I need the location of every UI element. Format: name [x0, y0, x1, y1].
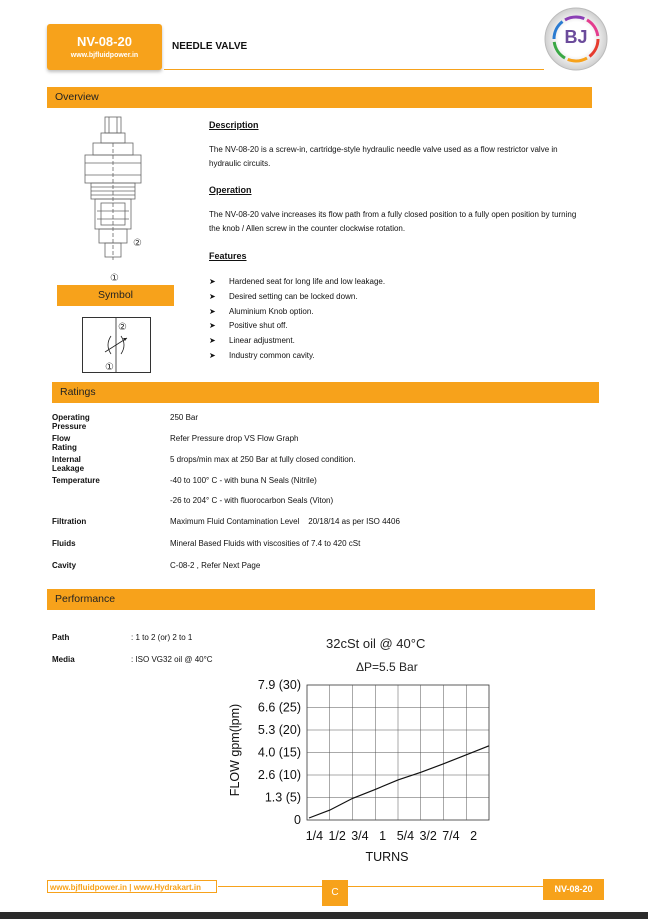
y-tick-label: 5.3 (20): [257, 723, 301, 737]
operation-text: The NV-08-20 valve increases its flow path from a fully closed position to a fully open position by turning the knob / Allen screw in the counter clockwise rotation.: [209, 210, 577, 233]
ratings-bar: Ratings: [52, 382, 599, 403]
x-axis-label: TURNS: [365, 850, 409, 864]
performance-bar: Performance: [47, 589, 595, 610]
x-tick-label: 5/4: [396, 829, 415, 843]
path-value: : 1 to 2 (or) 2 to 1: [131, 633, 193, 642]
page-title: NEEDLE VALVE: [172, 41, 248, 52]
footer-divider-left: [218, 886, 322, 887]
valve-drawing: [75, 115, 150, 285]
bottom-strip: [0, 912, 648, 919]
x-tick-label: 3/2: [419, 829, 437, 843]
x-tick-label: 3/4: [351, 829, 369, 843]
media-value: : ISO VG32 oil @ 40°C: [131, 655, 213, 664]
x-tick-label: 1/4: [305, 829, 324, 843]
footer-divider-right: [348, 886, 543, 887]
list-item: ➤ Hardened seat for long life and low leakage.: [209, 275, 385, 290]
features-list: [209, 275, 385, 364]
symbol-port2: ②: [118, 322, 127, 333]
product-code: NV-08-20: [77, 34, 132, 49]
logo-text: BJ: [564, 27, 588, 47]
flow-chart: [225, 675, 505, 870]
bullet-arrow-icon: ➤: [209, 350, 216, 360]
bullet-arrow-icon: ➤: [209, 306, 216, 316]
operation-title: Operation: [209, 185, 252, 195]
list-item: ➤ Positive shut off.: [209, 319, 385, 334]
header-url[interactable]: www.bjfluidpower.in: [70, 52, 139, 59]
list-item: ➤ Industry common cavity.: [209, 349, 385, 364]
media-label: Media: [52, 655, 75, 664]
y-tick-label: 1.3 (5): [264, 790, 301, 805]
bullet-arrow-icon: ➤: [209, 336, 216, 346]
valve-port1-label: ①: [110, 273, 119, 284]
bj-logo: [543, 6, 609, 72]
description-title: Description: [209, 120, 259, 130]
y-tick-label: 6.6 (25): [257, 700, 301, 715]
y-tick-label: 7.9 (30): [257, 678, 301, 692]
header-divider: [164, 69, 544, 70]
bullet-arrow-icon: ➤: [209, 321, 216, 331]
bullet-arrow-icon: ➤: [209, 277, 216, 286]
header-code-tab: [47, 24, 162, 70]
y-axis-label: FLOW gpm(lpm): [228, 703, 242, 797]
y-tick-label: 4.0 (15): [257, 745, 301, 760]
x-tick-label: 1: [379, 829, 387, 843]
y-tick-label: 0: [294, 813, 301, 827]
description-text: The NV-08-20 is a screw-in, cartridge-style hydraulic needle valve used as a flow restrictor valve in hydraulic circuits.: [209, 145, 558, 168]
chart-title: 32cSt oil @ 40°C: [326, 636, 426, 651]
footer-links[interactable]: www.bjfluidpower.in | www.Hydrakart.in: [47, 880, 217, 893]
y-tick-label: 2.6 (10): [257, 768, 301, 782]
x-tick-label: 1/2: [328, 829, 346, 843]
list-item: ➤ Aluminium Knob option.: [209, 305, 385, 320]
list-item: ➤ Desired setting can be locked down.: [209, 290, 385, 305]
footer-code: NV-08-20: [543, 879, 604, 900]
symbol-bar: Symbol: [57, 285, 174, 306]
features-title: Features: [209, 251, 247, 261]
list-item: ➤ Linear adjustment.: [209, 334, 385, 349]
series-line: [309, 746, 489, 818]
x-tick-label: 2: [470, 829, 478, 843]
footer-page-number: C: [322, 880, 348, 906]
overview-bar: Overview: [47, 87, 592, 108]
path-label: Path: [52, 633, 70, 642]
valve-port2-label: ②: [133, 238, 142, 249]
bullet-arrow-icon: ➤: [209, 291, 216, 301]
symbol-box: [82, 317, 151, 373]
chart-subtitle: ΔP=5.5 Bar: [356, 660, 418, 674]
symbol-port1: ①: [105, 362, 114, 372]
x-tick-label: 7/4: [442, 829, 460, 843]
